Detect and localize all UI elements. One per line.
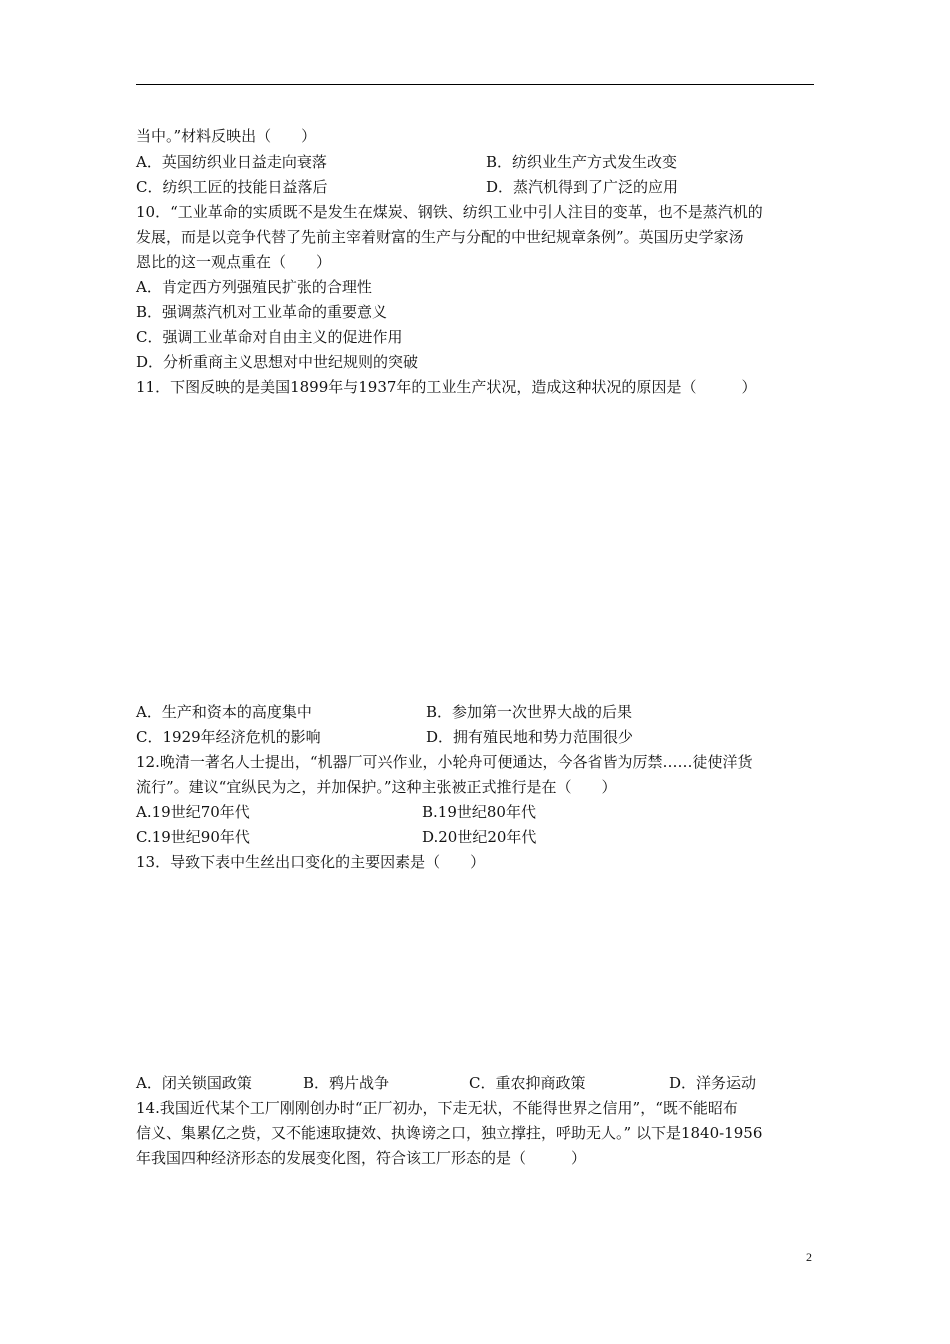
q12-option-a: A.19世纪70年代 [136,803,250,821]
q10-option-a: A．肯定西方列强殖民扩张的合理性 [136,278,372,296]
q12-stem-line1: 12.晚清一著名人士提出，“机器厂可兴作业，小轮舟可便通达，今各省皆为厉禁……徒使洋货 [136,753,753,771]
q11-option-b: B．参加第一次世界大战的后果 [426,703,633,721]
q11-option-a: A．生产和资本的高度集中 [136,703,312,721]
q12-option-b: B.19世纪80年代 [422,803,536,821]
q10-stem-line2: 发展，而是以竞争代替了先前主宰着财富的生产与分配的中世纪规章条例”。英国历史学家汤 [136,228,744,246]
q13-table-area [136,877,814,1067]
q9-stem-tail: 当中。”材料反映出（ ） [136,127,317,145]
q9-option-c: C．纺织工匠的技能日益落后 [136,178,328,196]
q9-option-a: A．英国纺织业日益走向衰落 [136,153,327,171]
q12-option-c: C.19世纪90年代 [136,828,250,846]
q10-stem-line3: 恩比的这一观点重在（ ） [136,253,332,271]
q12-option-d: D.20世纪20年代 [422,828,537,846]
q14-stem-line2: 信义、集累亿之赀，又不能速取捷效、执谗谤之口，独立撑拄，呼助无人。” 以下是1840-1956 [136,1124,763,1142]
q10-stem-line1: 10．“工业革命的实质既不是发生在煤炭、钢铁、纺织工业中引人注目的变革，也不是蒸汽机的 [136,203,763,221]
q10-option-d: D．分析重商主义思想对中世纪规则的突破 [136,353,419,371]
q13-option-b: B．鸦片战争 [303,1074,390,1092]
q10-option-b: B．强调蒸汽机对工业革命的重要意义 [136,303,388,321]
q9-option-b: B．纺织业生产方式发生改变 [486,153,678,171]
q9-option-d: D．蒸汽机得到了广泛的应用 [486,178,679,196]
q10-option-c: C．强调工业革命对自由主义的促进作用 [136,328,403,346]
q11-option-d: D．拥有殖民地和势力范围很少 [426,728,634,746]
q13-option-c: C．重农抑商政策 [469,1074,586,1092]
q11-figure-area [136,402,814,697]
q13-option-a: A．闭关锁国政策 [136,1074,252,1092]
q12-stem-line2: 流行”。建议“宜纵民为之，并加保护。”这种主张被正式推行是在（ ） [136,778,617,796]
page-number: 2 [806,1250,812,1264]
q13-stem: 13．导致下表中生丝出口变化的主要因素是（ ） [136,853,486,871]
header-rule [136,84,814,85]
q11-stem: 11．下图反映的是美国1899年与1937年的工业生产状况，造成这种状况的原因是（ ） [136,378,757,396]
q14-stem-line3: 年我国四种经济形态的发展变化图，符合该工厂形态的是（ ） [136,1149,587,1167]
q11-option-c: C．1929年经济危机的影响 [136,728,321,746]
q14-stem-line1: 14.我国近代某个工厂刚刚创办时“正厂初办，下走无状，不能得世界之信用”，“既不能昭布 [136,1099,738,1117]
q13-option-d: D．洋务运动 [669,1074,757,1092]
